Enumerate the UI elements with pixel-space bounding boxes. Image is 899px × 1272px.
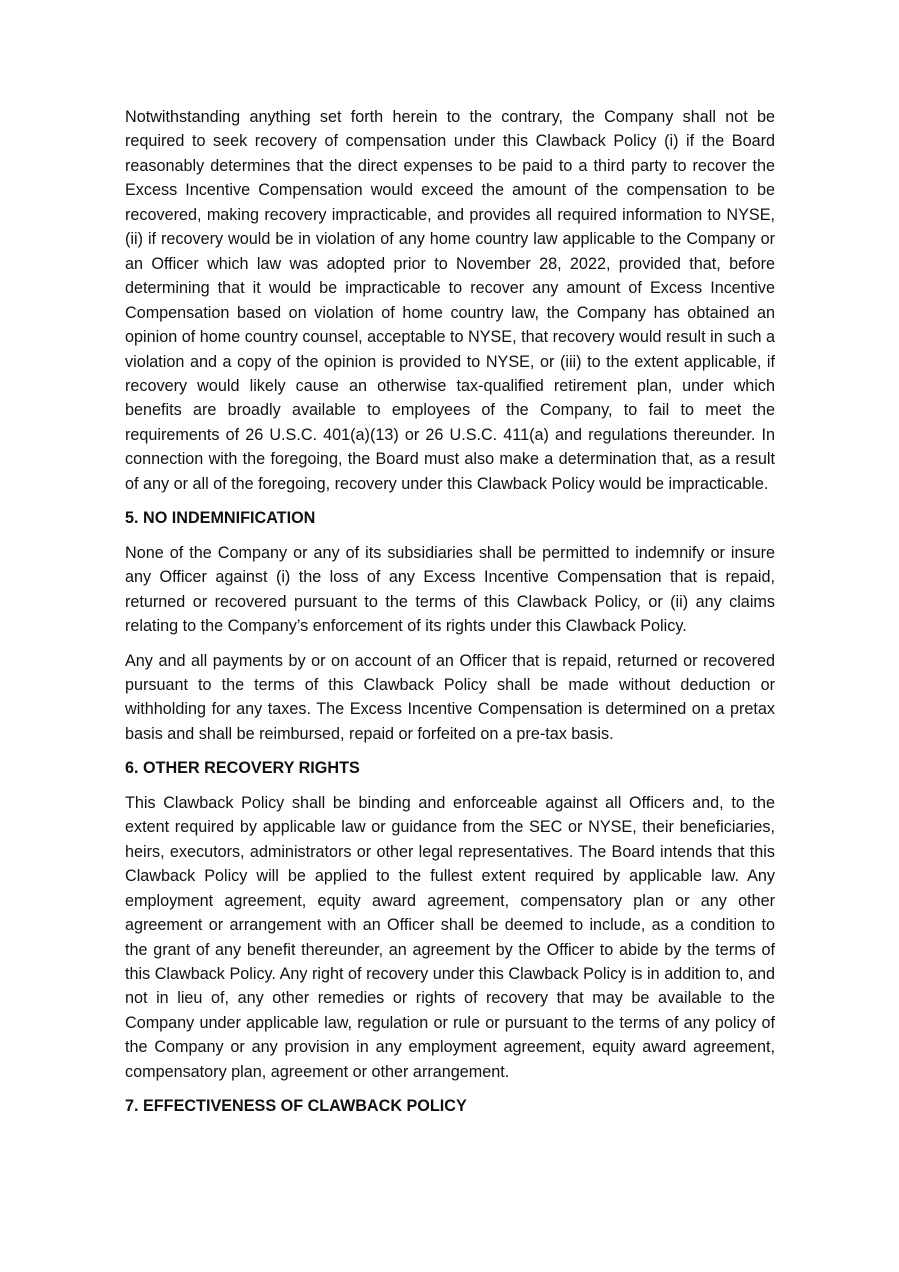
- section-heading-effectiveness: 7. EFFECTIVENESS OF CLAWBACK POLICY: [125, 1097, 467, 1116]
- paragraph-no-indemnification: None of the Company or any of its subsidiaries shall be permitted to indemnify or insure any Officer against (i) the loss of any Excess Incentive Compensation that is repaid, returned or recovered pursuant to the terms of this Clawback Policy, or (ii) any claims relating to the Company’s enforcement of its rights under this Clawback Policy.: [125, 543, 775, 636]
- paragraph-other-recovery-rights: This Clawback Policy shall be binding and enforceable against all Officers and, to the extent required by applicable law or guidance from the SEC or NYSE, their beneficiaries, heirs, executors, administrators or other legal representatives. The Board intends that this Clawback Policy will be applied to the fullest extent required by applicable law. Any employment agreement, equity award agreement, compensatory plan or any other agreement or arrangement with an Officer shall be deemed to include, as a condition to the grant of any benefit thereunder, an agreement by the Officer to abide by the terms of this Clawback Policy. Any right of recovery under this Clawback Policy is in addition to, and not in lieu of, any other remedies or rights of recovery that may be available to the Company under applicable law, regulation or rule or pursuant to the terms of any policy of the Company or any provision in any employment agreement, equity award agreement, compensatory plan, agreement or other arrangement.: [125, 793, 775, 1081]
- section-heading-other-recovery-rights: 6. OTHER RECOVERY RIGHTS: [125, 759, 360, 778]
- section-heading-no-indemnification: 5. NO INDEMNIFICATION: [125, 509, 316, 528]
- paragraph-impracticability: Notwithstanding anything set forth herein to the contrary, the Company shall not be required to seek recovery of compensation under this Clawback Policy (i) if the Board reasonably determines that the direct expenses to be paid to a third party to recover the Excess Incentive Compensation would exceed the amount of the compensation to be recovered, making recovery impracticable, and provides all required information to NYSE, (ii) if recovery would be in violation of any home country law applicable to the Company or an Officer which law was adopted prior to November 28, 2022, provided that, before determining that it would be impracticable to recover any amount of Excess Incentive Compensation based on violation of home country law, the Company has obtained an opinion of home country counsel, acceptable to NYSE, that recovery would result in such a violation and a copy of the opinion is provided to NYSE, or (iii) to the extent applicable, if recovery would likely cause an otherwise tax-qualified retirement plan, under which benefits are broadly available to employees of the Company, to fail to meet the requirements of 26 U.S.C. 401(a)(13) or 26 U.S.C. 411(a) and regulations thereunder. In connection with the foregoing, the Board must also make a determination that, as a result of any or all of the foregoing, recovery under this Clawback Policy would be impracticable.: [125, 108, 775, 493]
- paragraph-tax-basis: Any and all payments by or on account of an Officer that is repaid, returned or recovered pursuant to the terms of this Clawback Policy shall be made without deduction or withholding for any taxes. The Excess Incentive Compensation is determined on a pretax basis and shall be reimbursed, repaid or forfeited on a pre-tax basis.: [125, 651, 775, 743]
- document-page: [125, 105, 775, 1129]
